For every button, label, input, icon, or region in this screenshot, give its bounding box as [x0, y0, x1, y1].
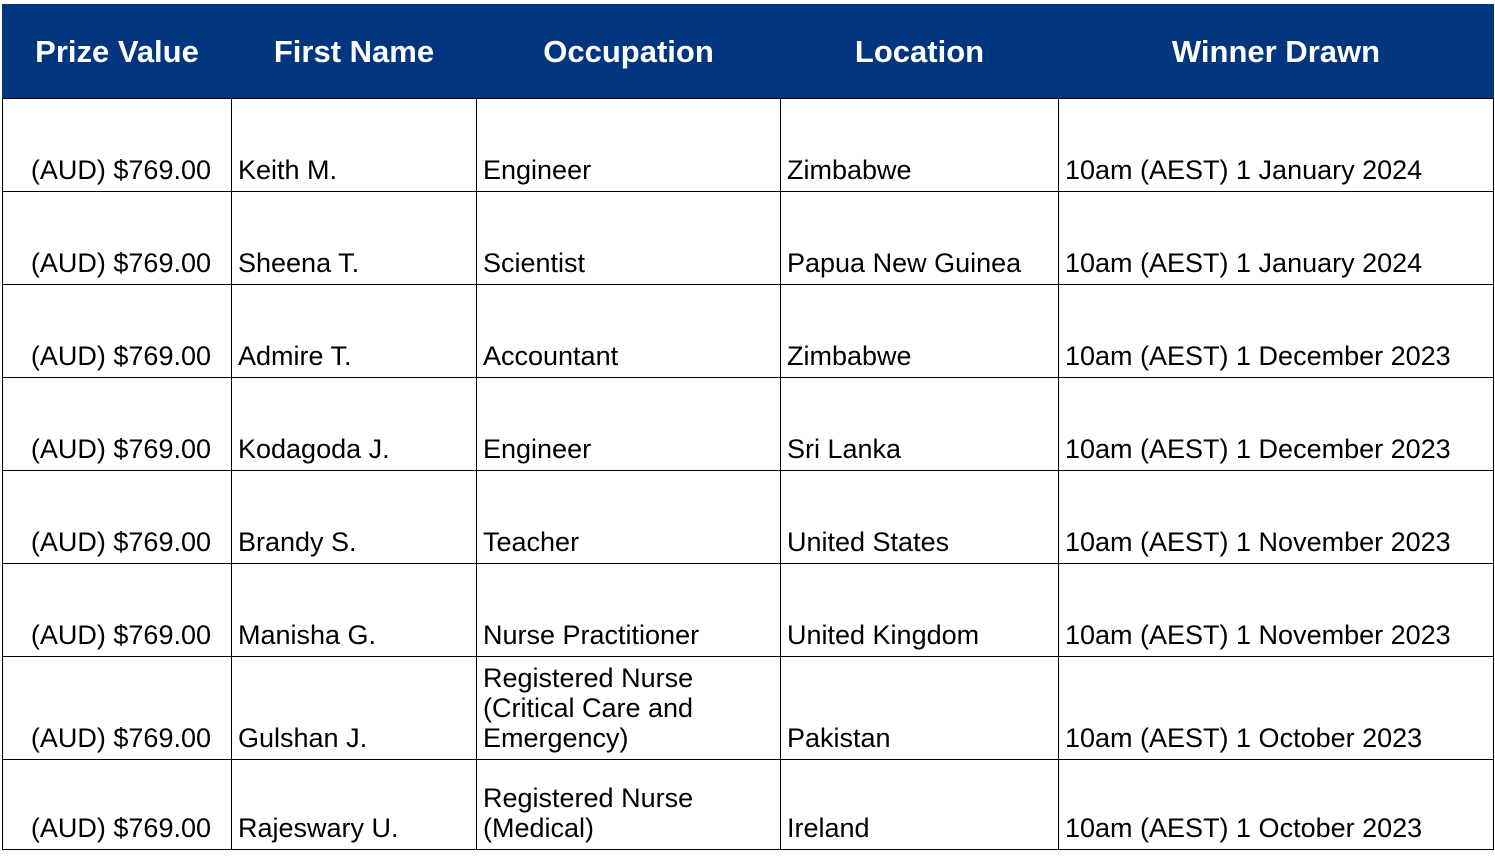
table-row — [3, 192, 1494, 285]
location-cell: United States — [781, 471, 1059, 564]
header-occupation: Occupation — [477, 5, 781, 99]
occupation-cell: Accountant — [477, 285, 781, 378]
table-row — [3, 657, 1494, 760]
header-prize-value: Prize Value — [3, 5, 232, 99]
first-name-cell: Admire T. — [232, 285, 477, 378]
first-name-cell: Kodagoda J. — [232, 378, 477, 471]
first-name-cell: Rajeswary U. — [232, 760, 477, 850]
winner-drawn-cell: 10am (AEST) 1 December 2023 — [1059, 285, 1494, 378]
location-cell: United Kingdom — [781, 564, 1059, 657]
winner-drawn-cell: 10am (AEST) 1 January 2024 — [1059, 99, 1494, 192]
location-cell: Papua New Guinea — [781, 192, 1059, 285]
table-row — [3, 99, 1494, 192]
header-location: Location — [781, 5, 1059, 99]
table-row — [3, 285, 1494, 378]
header-first-name: First Name — [232, 5, 477, 99]
occupation-cell: Nurse Practitioner — [477, 564, 781, 657]
location-cell: Zimbabwe — [781, 99, 1059, 192]
prize-value-cell: (AUD) $769.00 — [3, 471, 232, 564]
location-cell: Zimbabwe — [781, 285, 1059, 378]
winner-drawn-cell: 10am (AEST) 1 November 2023 — [1059, 471, 1494, 564]
header-winner-drawn: Winner Drawn — [1059, 5, 1494, 99]
first-name-cell: Sheena T. — [232, 192, 477, 285]
winners-table — [2, 4, 1494, 850]
occupation-cell: Teacher — [477, 471, 781, 564]
table-row — [3, 378, 1494, 471]
winner-drawn-cell: 10am (AEST) 1 October 2023 — [1059, 760, 1494, 850]
prize-value-cell: (AUD) $769.00 — [3, 285, 232, 378]
table-body — [3, 99, 1494, 850]
winner-drawn-cell: 10am (AEST) 1 October 2023 — [1059, 657, 1494, 760]
location-cell: Ireland — [781, 760, 1059, 850]
occupation-cell: Registered Nurse (Critical Care and Emergency) — [477, 657, 781, 760]
table-row — [3, 471, 1494, 564]
prize-value-cell: (AUD) $769.00 — [3, 99, 232, 192]
winners-table-container — [2, 4, 1493, 850]
first-name-cell: Keith M. — [232, 99, 477, 192]
first-name-cell: Brandy S. — [232, 471, 477, 564]
winner-drawn-cell: 10am (AEST) 1 December 2023 — [1059, 378, 1494, 471]
winner-drawn-cell: 10am (AEST) 1 November 2023 — [1059, 564, 1494, 657]
table-row — [3, 760, 1494, 850]
first-name-cell: Manisha G. — [232, 564, 477, 657]
location-cell: Sri Lanka — [781, 378, 1059, 471]
header-row — [3, 5, 1494, 99]
prize-value-cell: (AUD) $769.00 — [3, 657, 232, 760]
prize-value-cell: (AUD) $769.00 — [3, 564, 232, 657]
occupation-cell: Engineer — [477, 378, 781, 471]
occupation-cell: Registered Nurse (Medical) — [477, 760, 781, 850]
occupation-cell: Engineer — [477, 99, 781, 192]
location-cell: Pakistan — [781, 657, 1059, 760]
table-header — [3, 5, 1494, 99]
prize-value-cell: (AUD) $769.00 — [3, 378, 232, 471]
first-name-cell: Gulshan J. — [232, 657, 477, 760]
prize-value-cell: (AUD) $769.00 — [3, 192, 232, 285]
occupation-cell: Scientist — [477, 192, 781, 285]
winner-drawn-cell: 10am (AEST) 1 January 2024 — [1059, 192, 1494, 285]
table-row — [3, 564, 1494, 657]
prize-value-cell: (AUD) $769.00 — [3, 760, 232, 850]
